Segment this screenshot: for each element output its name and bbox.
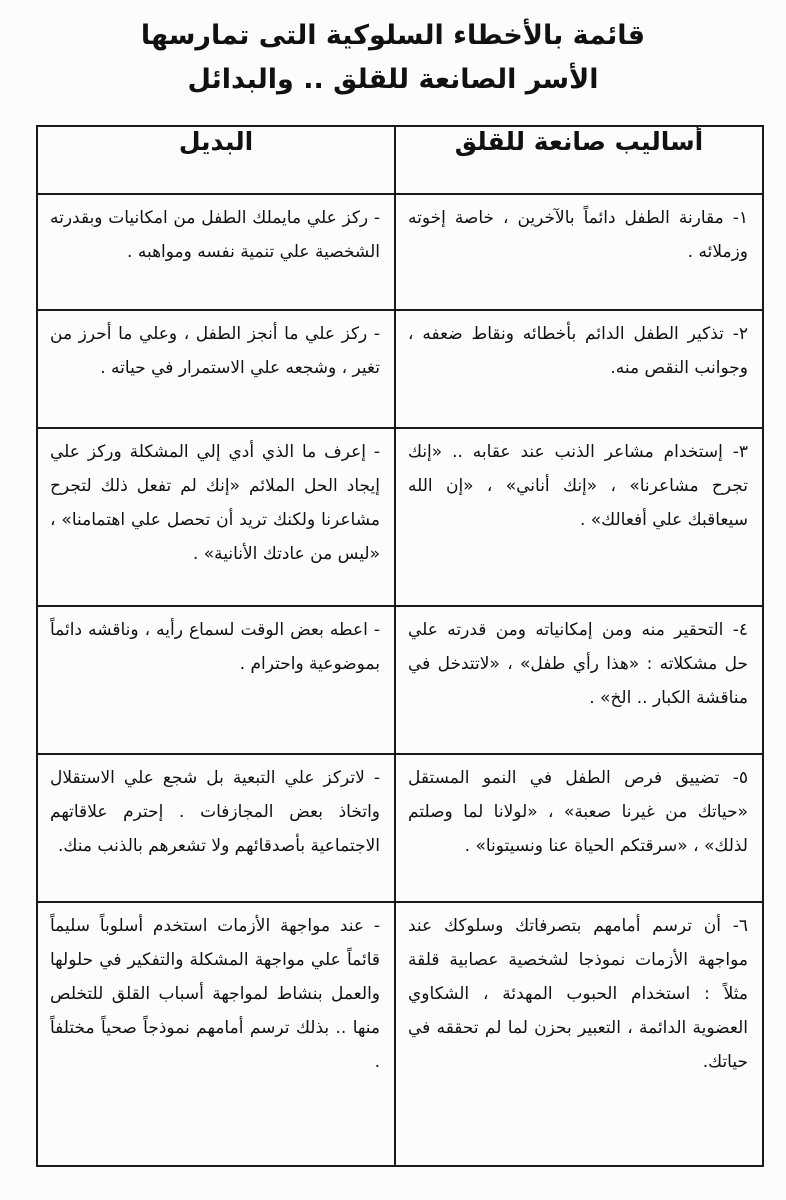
table-row bbox=[37, 754, 763, 902]
method-cell-3: ٣- إستخدام مشاعر الذنب عند عقابه .. «إنك تجرح مشاعرنا» ، «إنك أناني» ، «إن الله سيعاقبك علي أفعالك» . bbox=[395, 428, 763, 606]
title-line-2: الأسر الصانعة للقلق .. والبدائل bbox=[187, 64, 599, 95]
method-cell-2: ٢- تذكير الطفل الدائم بأخطائه ونقاط ضعفه ، وجوانب النقص منه. bbox=[395, 310, 763, 428]
alternative-cell-3: - إعرف ما الذي أدي إلي المشكلة وركز علي إيجاد الحل الملائم «إنك لم تفعل ذلك لتجرح مشاعرنا ولكنك تريد أن تحصل علي اهتمامنا» ، «ليس من عادتك الأنانية» . bbox=[37, 428, 395, 606]
table-header-row bbox=[37, 126, 763, 194]
table-row bbox=[37, 194, 763, 310]
method-cell-4: ٤- التحقير منه ومن إمكانياته ومن قدرته علي حل مشكلاته : «هذا رأي طفل» ، «لاتتدخل في مناقشة الكبار .. الخ» . bbox=[395, 606, 763, 754]
behaviors-table bbox=[36, 125, 764, 1167]
header-methods: أساليب صانعة للقلق bbox=[395, 126, 763, 194]
alternative-cell-5: - لاتركز علي التبعية بل شجع علي الاستقلال واتخاذ بعض المجازفات . إحترم علاقاتهم الاجتماعية بأصدقائهم ولا تشعرهم بالذنب منك. bbox=[37, 754, 395, 902]
document-title bbox=[30, 14, 756, 102]
table-row bbox=[37, 310, 763, 428]
alternative-cell-6: - عند مواجهة الأزمات استخدم أسلوباً سليماً قائماً علي مواجهة المشكلة والتفكير في حلولها والعمل بنشاط لمواجهة أسباب القلق للتخلص منها .. بذلك ترسم أمامهم نموذجاً صحياً مختلفاً . bbox=[37, 902, 395, 1166]
table-row bbox=[37, 428, 763, 606]
header-alternative: البديل bbox=[37, 126, 395, 194]
method-cell-1: ١- مقارنة الطفل دائماً بالآخرين ، خاصة إخوته وزملائه . bbox=[395, 194, 763, 310]
table-row bbox=[37, 902, 763, 1166]
method-cell-5: ٥- تضييق فرص الطفل في النمو المستقل «حياتك من غيرنا صعبة» ، «لولانا لما وصلتم لذلك» ، «سرقتكم الحياة عنا ونسيتونا» . bbox=[395, 754, 763, 902]
table-row bbox=[37, 606, 763, 754]
alternative-cell-4: - اعطه بعض الوقت لسماع رأيه ، وناقشه دائماً بموضوعية واحترام . bbox=[37, 606, 395, 754]
alternative-cell-2: - ركز علي ما أنجز الطفل ، وعلي ما أحرز من تغير ، وشجعه علي الاستمرار في حياته . bbox=[37, 310, 395, 428]
alternative-cell-1: - ركز علي مايملك الطفل من امكانيات وبقدرته الشخصية علي تنمية نفسه ومواهبه . bbox=[37, 194, 395, 310]
method-cell-6: ٦- أن ترسم أمامهم بتصرفاتك وسلوكك عند مواجهة الأزمات نموذجا لشخصية عصابية قلقة مثلاً : استخدام الحبوب المهدئة ، الشكاوي العضوية الدائمة ، التعبير بحزن لما لم تحققه في حياتك. bbox=[395, 902, 763, 1166]
title-line-1: قائمة بالأخطاء السلوكية التى تمارسها bbox=[140, 20, 646, 51]
